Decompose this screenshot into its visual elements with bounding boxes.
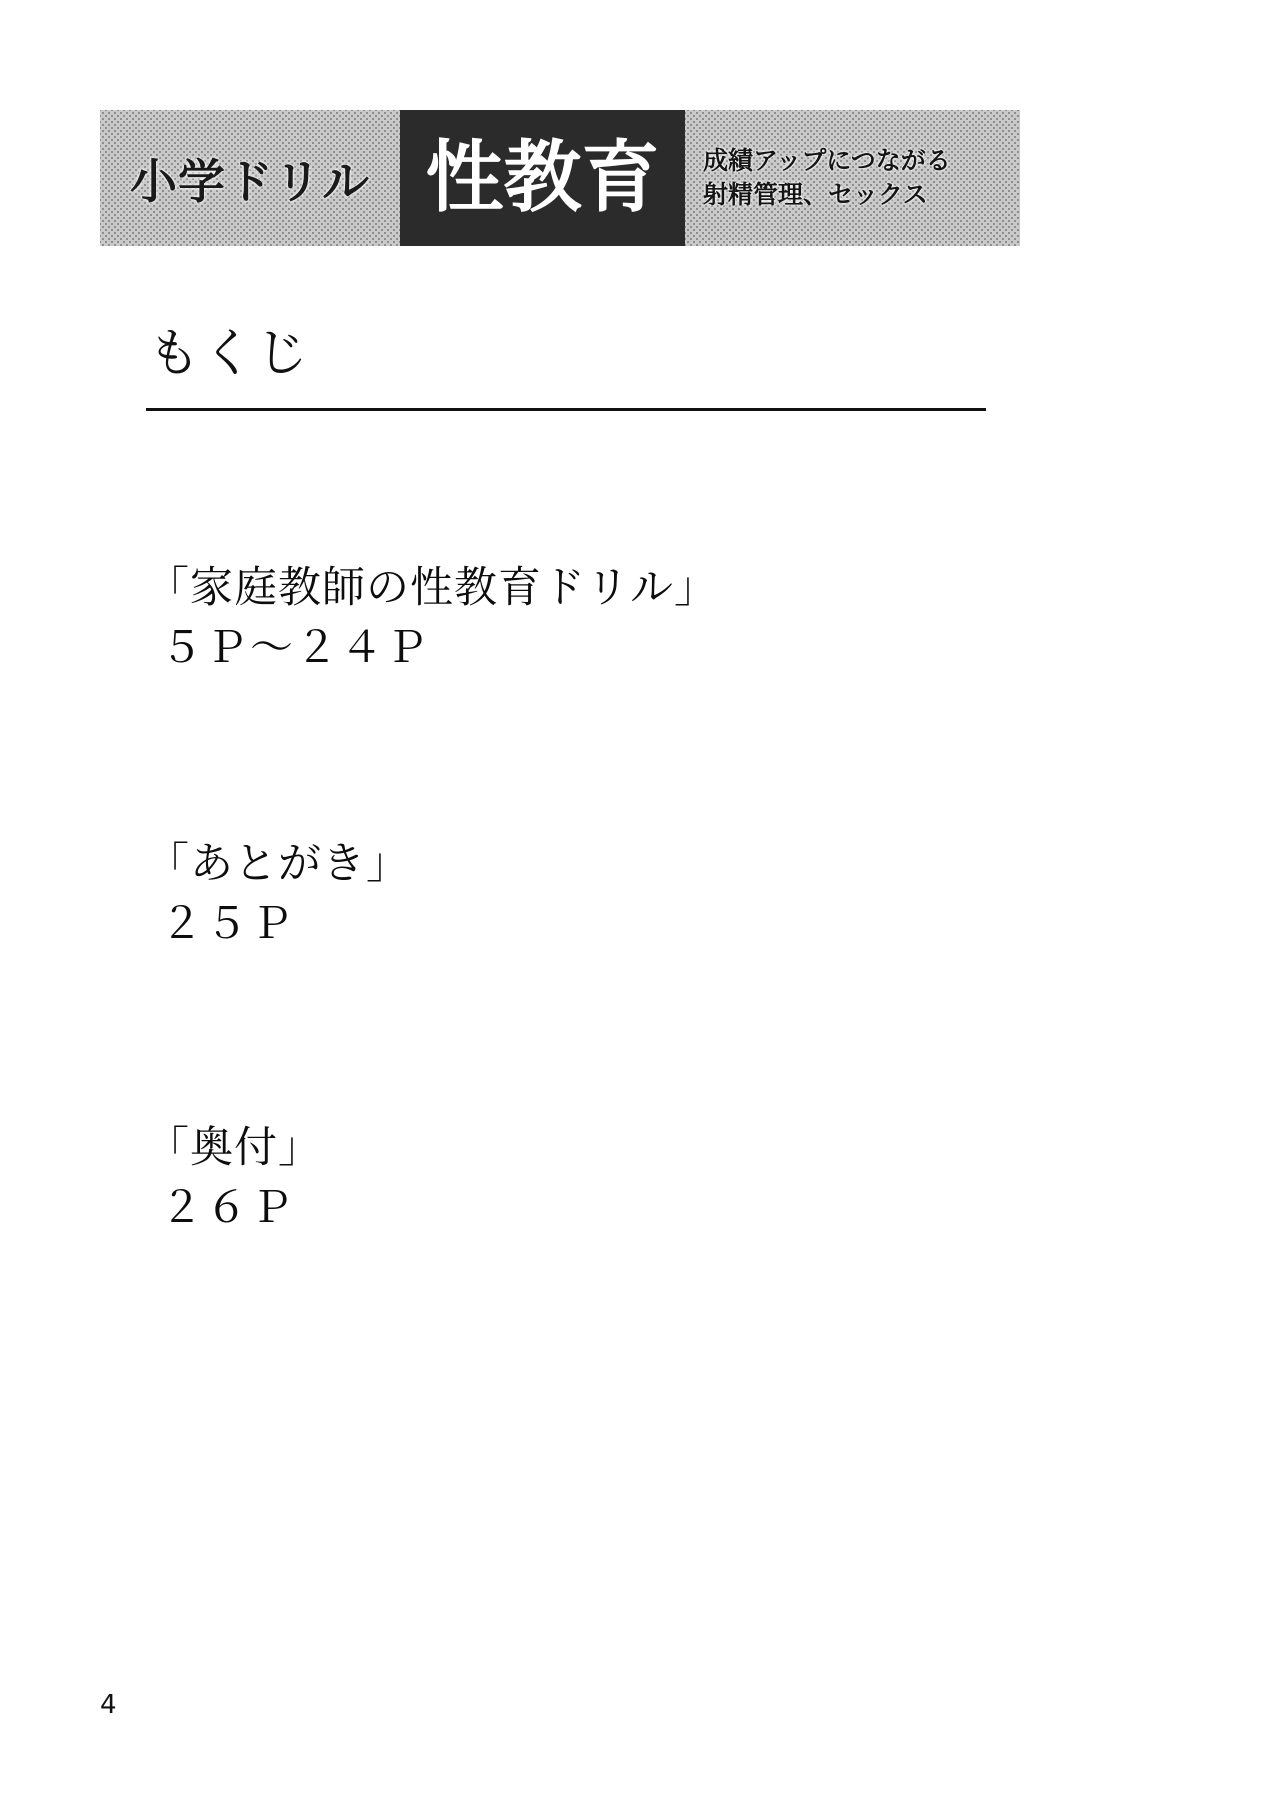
- toc-entry-title: 「あとがき」: [146, 839, 410, 889]
- toc-entry-pages: ２５Ｐ: [160, 899, 295, 950]
- masthead-tagline-block: [685, 110, 1020, 246]
- toc-entry-title: 「家庭教師の性教育ドリル」: [146, 563, 718, 613]
- masthead-title-label: 性教育: [425, 133, 660, 223]
- list-item: [146, 558, 718, 678]
- toc-entry-title: 「奥付」: [146, 1123, 322, 1173]
- heading-divider: [146, 408, 986, 411]
- masthead-tagline-line-2: 射精管理、セックス: [703, 180, 928, 209]
- toc-entry-pages: ２６Ｐ: [160, 1183, 295, 1234]
- masthead-banner: [100, 110, 1020, 246]
- masthead-tagline-line-1: 成績アップにつながる: [703, 146, 951, 176]
- list-item: [146, 1118, 322, 1238]
- list-item: [146, 834, 410, 954]
- masthead-series-label: 小学ドリル: [130, 154, 370, 210]
- masthead-title-block: [400, 110, 685, 246]
- toc-entry-pages: ５Ｐ～２４Ｐ: [160, 623, 430, 674]
- page-number: 4: [100, 1690, 117, 1720]
- page-title: もくじ: [148, 324, 311, 384]
- masthead-left-block: [100, 110, 400, 246]
